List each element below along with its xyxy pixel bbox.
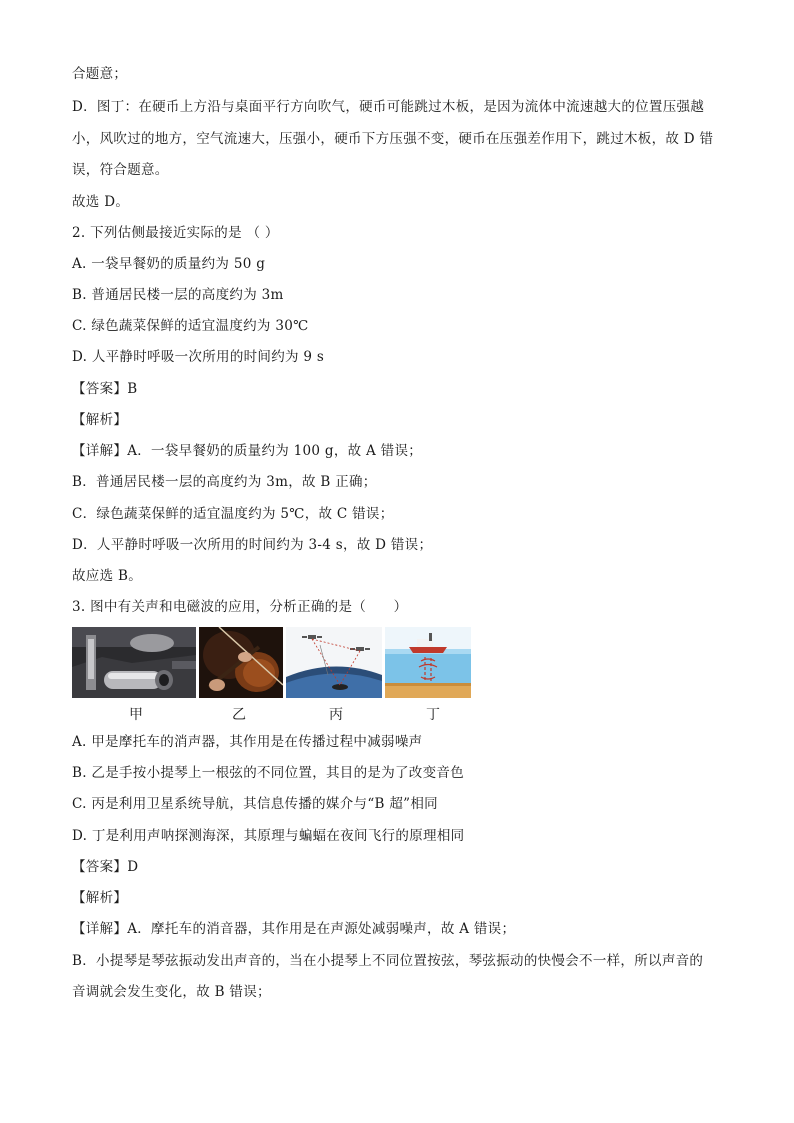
question-3-stem: 3. 图中有关声和电磁波的应用，分析正确的是（ ） <box>72 599 408 615</box>
option-d: D. 人平静时呼吸一次所用的时间约为 9 s <box>72 349 325 365</box>
text-line: 音调就会发生变化，故 B 错误； <box>72 984 271 1000</box>
option-a: A. 一袋早餐奶的质量约为 50 g <box>72 256 266 272</box>
text-line: 故应选 B。 <box>72 568 143 584</box>
text-line: B．普通居民楼一层的高度约为 3m，故 B 正确； <box>72 474 377 490</box>
text-line: 故选 D。 <box>72 194 130 210</box>
figure-jia-muffler-image <box>72 627 196 698</box>
text-line: D．图丁：在硬币上方沿与桌面平行方向吹气，硬币可能跳过木板，是因为流体中流速越大的位置压强越 <box>72 99 705 115</box>
text-line: C．绿色蔬菜保鲜的适宜温度约为 5℃，故 C 错误； <box>72 506 394 522</box>
question-2-stem: 2. 下列估侧最接近实际的是 （ ） <box>72 225 279 241</box>
text-line: 小，风吹过的地方，空气流速大，压强小，硬币下方压强不变，硬币在压强差作用下，跳过木板，故 D 错 <box>72 131 714 147</box>
answer-label: 【答案】B <box>72 381 138 397</box>
figure-caption-yi: 乙 <box>232 707 246 723</box>
text-line: 合题意； <box>72 66 128 82</box>
option-d: D. 丁是利用声呐探测海深，其原理与蝙蝠在夜间飞行的原理相同 <box>72 828 465 844</box>
option-b: B. 普通居民楼一层的高度约为 3m <box>72 287 284 303</box>
figure-yi-violin-image <box>199 627 283 698</box>
figure-caption-ding: 丁 <box>426 707 440 723</box>
answer-label: 【答案】D <box>72 859 139 875</box>
figure-bing-satellite-image <box>286 627 382 698</box>
figure-caption-bing: 丙 <box>329 707 343 723</box>
analysis-label: 【解析】 <box>72 412 128 428</box>
question-3-figures <box>72 627 472 699</box>
option-c: C. 绿色蔬菜保鲜的适宜温度约为 30℃ <box>72 318 309 334</box>
figure-ding-sonar-image <box>385 627 471 698</box>
text-line: D．人平静时呼吸一次所用的时间约为 3-4 s，故 D 错误； <box>72 537 433 553</box>
figure-caption-jia: 甲 <box>129 707 143 723</box>
analysis-label: 【解析】 <box>72 890 128 906</box>
text-line: 【详解】A．摩托车的消音器，其作用是在声源处减弱噪声，故 A 错误； <box>72 921 516 937</box>
option-a: A. 甲是摩托车的消声器，其作用是在传播过程中减弱噪声 <box>72 734 423 750</box>
option-b: B. 乙是手按小提琴上一根弦的不同位置，其目的是为了改变音色 <box>72 765 465 781</box>
text-line: 【详解】A．一袋早餐奶的质量约为 100 g，故 A 错误； <box>72 443 423 459</box>
text-line: B．小提琴是琴弦振动发出声音的，当在小提琴上不同位置按弦，琴弦振动的快慢会不一样，所以声音的 <box>72 953 704 969</box>
option-c: C. 丙是利用卫星系统导航，其信息传播的媒介与“B 超”相同 <box>72 796 438 812</box>
text-line: 误，符合题意。 <box>72 162 169 178</box>
